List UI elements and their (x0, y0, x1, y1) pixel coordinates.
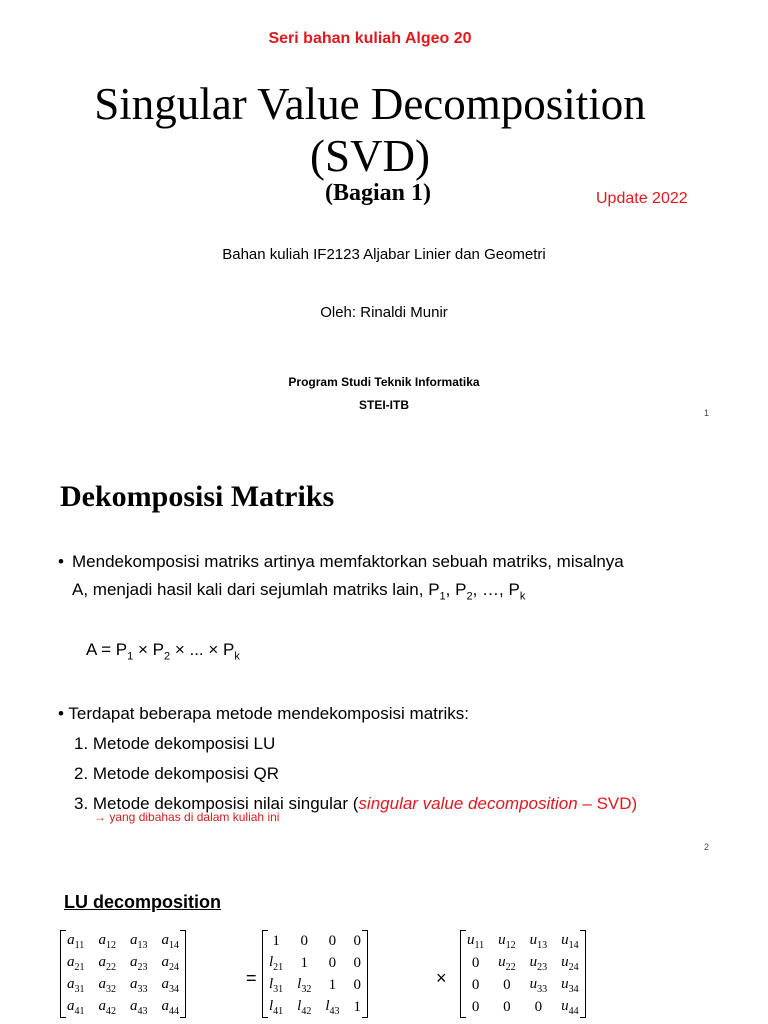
program-label: Program Studi Teknik Informatika (288, 375, 480, 389)
note: → yang dibahas di dalam kuliah ini (94, 810, 280, 824)
bullet-2 (58, 700, 469, 728)
matrix-cell: 0 (328, 932, 337, 949)
times-sign: × (436, 968, 447, 988)
matrix-cell: $l_{42}$ (297, 997, 312, 1017)
matrix-cell: $u_{13}$ (529, 931, 548, 951)
equals-sign: = (246, 968, 257, 988)
matrix-cell: 1 (353, 998, 362, 1015)
matrix-cell: $a_{11}$ (67, 931, 85, 951)
matrix-cell: $u_{11}$ (467, 931, 485, 951)
matrix-cell: 0 (300, 932, 308, 949)
matrix-cell: $u_{44}$ (561, 997, 579, 1017)
matrix-cell: $l_{41}$ (269, 997, 284, 1017)
method-3-text: 3. Metode dekomposisi nilai singular ( (74, 794, 359, 813)
matrix-cell: 0 (353, 954, 362, 971)
matrix-cell: $a_{14}$ (161, 931, 179, 951)
matrix-cell: 1 (328, 976, 337, 993)
matrix-cell: $u_{14}$ (561, 931, 579, 951)
matrix-cell: 0 (471, 976, 480, 993)
method-3-tail: – SVD) (577, 794, 638, 813)
matrix-cell: 0 (471, 998, 480, 1015)
matrix-cell: $a_{43}$ (130, 997, 148, 1017)
matrix-cell: 0 (471, 954, 480, 971)
matrix-cell: $l_{31}$ (269, 975, 284, 995)
matrix-cell: $a_{34}$ (161, 975, 179, 995)
matrix-cell: $a_{41}$ (67, 997, 85, 1017)
page-number: 1 (704, 408, 710, 418)
bullet-1-line-1: Mendekomposisi matriks artinya memfaktorkan sebuah matriks, misalnya (72, 552, 624, 571)
matrix-u (460, 930, 586, 1018)
matrix-cell: $a_{21}$ (67, 953, 85, 973)
slide-dekomposisi (0, 432, 768, 864)
matrix-cell: $a_{13}$ (130, 931, 148, 951)
matrix-cell: $l_{21}$ (269, 953, 284, 973)
slide-title-text (0, 78, 740, 182)
update-label: Update 2022 (596, 190, 688, 207)
page-number: 2 (704, 842, 710, 852)
author-label: Oleh: Rinaldi Munir (320, 304, 448, 321)
bullet-dot: • (58, 552, 64, 571)
bullet-1: • Mendekomposisi matriks artinya memfaktorkan sebuah matriks, misalnya A, menjadi hasil kali dari sejumlah matriks lain, $P_1$, $P_2$, …, $P_k$ (58, 548, 718, 610)
matrix-cell: 0 (353, 976, 362, 993)
title-line-1: Singular Value Decomposition (94, 79, 646, 129)
matrix-cell: 0 (353, 932, 362, 949)
equation: $A = P_1 \times P_2$ × ... × $P_k$ (86, 640, 240, 663)
method-2: 2. Metode dekomposisi QR (74, 764, 280, 783)
matrix-cell: $a_{42}$ (98, 997, 116, 1017)
matrix-cell: $u_{24}$ (561, 953, 579, 973)
matrix-cell: 0 (503, 976, 511, 993)
matrix-cell: 1 (272, 932, 280, 949)
method-3-italic: singular value decomposition (358, 794, 578, 813)
matrix-cell: $a_{12}$ (98, 931, 116, 951)
matrix-a (60, 930, 186, 1018)
matrix-cell: $u_{22}$ (498, 953, 516, 973)
bullet-dot: • (58, 704, 64, 723)
slide-title (0, 0, 768, 432)
matrix-cell: 0 (503, 998, 511, 1015)
matrix-cell: $u_{12}$ (498, 931, 516, 951)
matrix-cell: 0 (328, 954, 337, 971)
subtitle: (Bagian 1) (324, 180, 431, 206)
slide-heading: Dekomposisi Matriks (60, 480, 335, 513)
matrix-cell: $a_{23}$ (130, 953, 148, 973)
matrix-cell: $a_{32}$ (98, 975, 116, 995)
institution-label: STEI-ITB (359, 398, 409, 412)
bullet-1-line-2: A, menjadi hasil kali dari sejumlah matriks lain, P (72, 580, 440, 599)
title-line-2: (SVD) (310, 131, 430, 181)
slide-lu (0, 864, 768, 1024)
matrix-cell: $a_{31}$ (67, 975, 85, 995)
matrix-cell: $a_{24}$ (161, 953, 179, 973)
matrix-cell: 0 (534, 998, 543, 1015)
matrix-cell: $l_{32}$ (297, 975, 312, 995)
slide-heading: LU decomposition (64, 892, 221, 912)
matrix-cell: $a_{22}$ (98, 953, 116, 973)
matrix-cell: $u_{33}$ (529, 975, 548, 995)
bullet-2-text: Terdapat beberapa metode mendekomposisi matriks: (68, 704, 470, 723)
course-label: Bahan kuliah IF2123 Aljabar Linier dan Geometri (222, 246, 546, 263)
matrix-cell: 1 (300, 954, 308, 971)
matrix-cell: $u_{34}$ (561, 975, 579, 995)
matrix-cell: $a_{44}$ (161, 997, 179, 1017)
series-label: Seri bahan kuliah Algeo 20 (268, 30, 472, 47)
method-1: 1. Metode dekomposisi LU (74, 734, 276, 753)
matrix-cell: $u_{23}$ (529, 953, 548, 973)
matrix-l (262, 930, 368, 1018)
matrix-cell: $a_{33}$ (130, 975, 148, 995)
matrix-cell: $l_{43}$ (325, 997, 340, 1017)
equation-lhs: A = P (86, 640, 128, 659)
